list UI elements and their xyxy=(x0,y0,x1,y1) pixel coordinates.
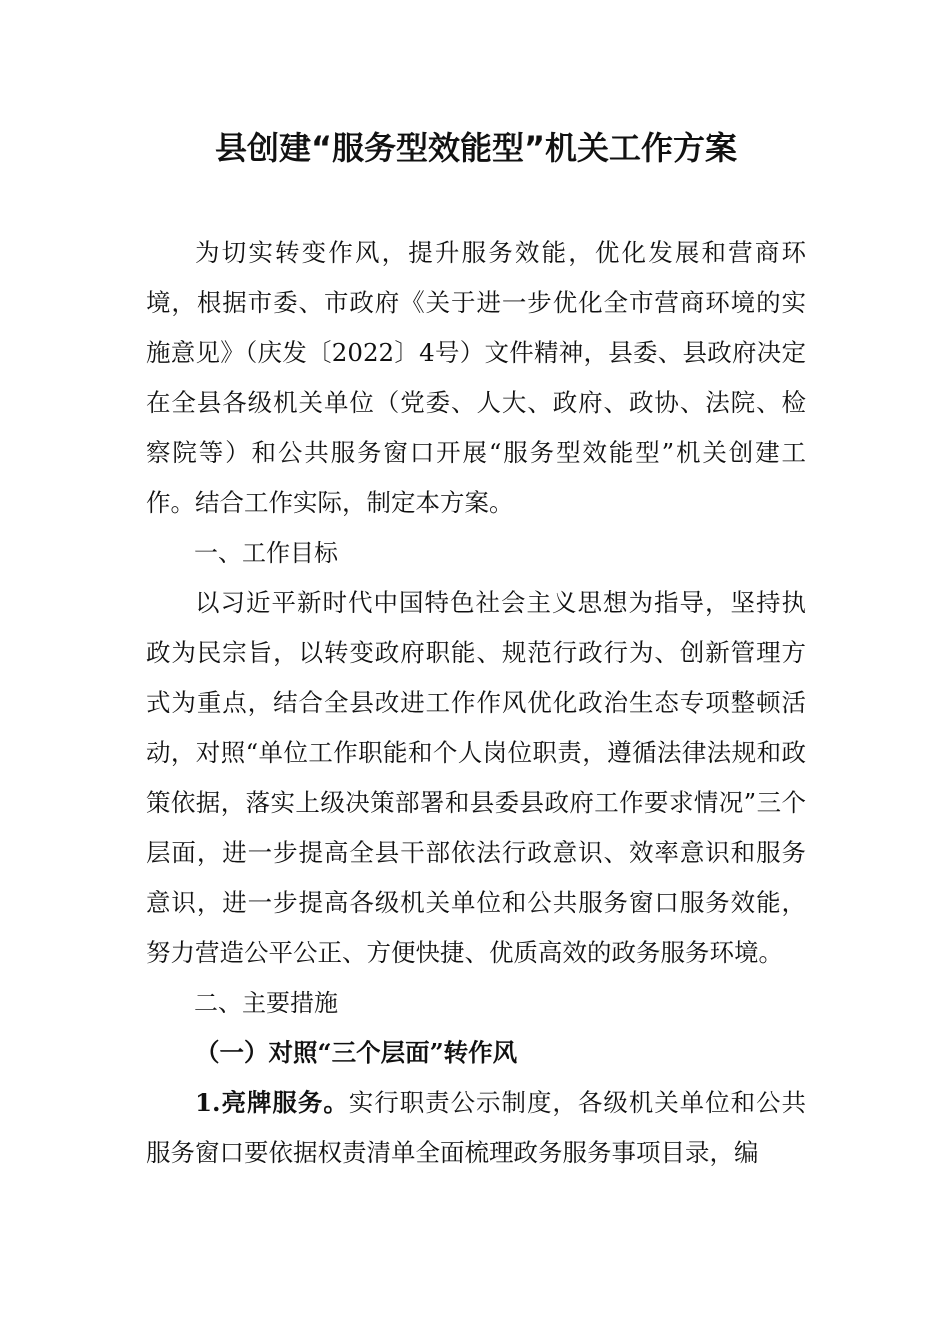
goals-paragraph: 以习近平新时代中国特色社会主义思想为指导，坚持执政为民宗旨，以转变政府职能、规范行政行为、创新管理方式为重点，结合全县改进工作作风优化政治生态专项整顿活动，对照“单位工作职能和个人岗位职责，遵循法律法规和政策依据，落实上级决策部署和县委县政府工作要求情况”三个层面，进一步提高全县干部依法行政意识、效率意识和服务意识，进一步提高各级机关单位和公共服务窗口服务效能，努力营造公平公正、方便快捷、优质高效的政务服务环境。 xyxy=(146,588,806,967)
intro-paragraph: 为切实转变作风，提升服务效能，优化发展和营商环境，根据市委、市政府《关于进一步优化全市营商环境的实施意见》（庆发〔2022〕4号）文件精神，县委、县政府决定在全县各级机关单位（党委、人大、政府、政协、法院、检察院等）和公共服务窗口开展“服务型效能型”机关创建工作。结合工作实际，制定本方案。 xyxy=(146,238,806,517)
subsection-heading: （一）对照“三个层面”转作风 xyxy=(195,1038,518,1067)
section-heading-measures: 二、主要措施 xyxy=(194,989,338,1017)
document-page xyxy=(146,120,806,1178)
document-title: 县创建“服务型效能型”机关工作方案 xyxy=(214,129,738,167)
measure-item-paragraph xyxy=(146,1078,806,1178)
measure-item-body: 实行职责公示制度，各级机关单位和公共服务窗口要依据权责清单全面梳理政务服务事项目录，编 xyxy=(146,1088,806,1167)
measure-item-lead: 1.亮牌服务。 xyxy=(195,1088,349,1117)
section-heading-goals: 一、工作目标 xyxy=(194,539,338,567)
